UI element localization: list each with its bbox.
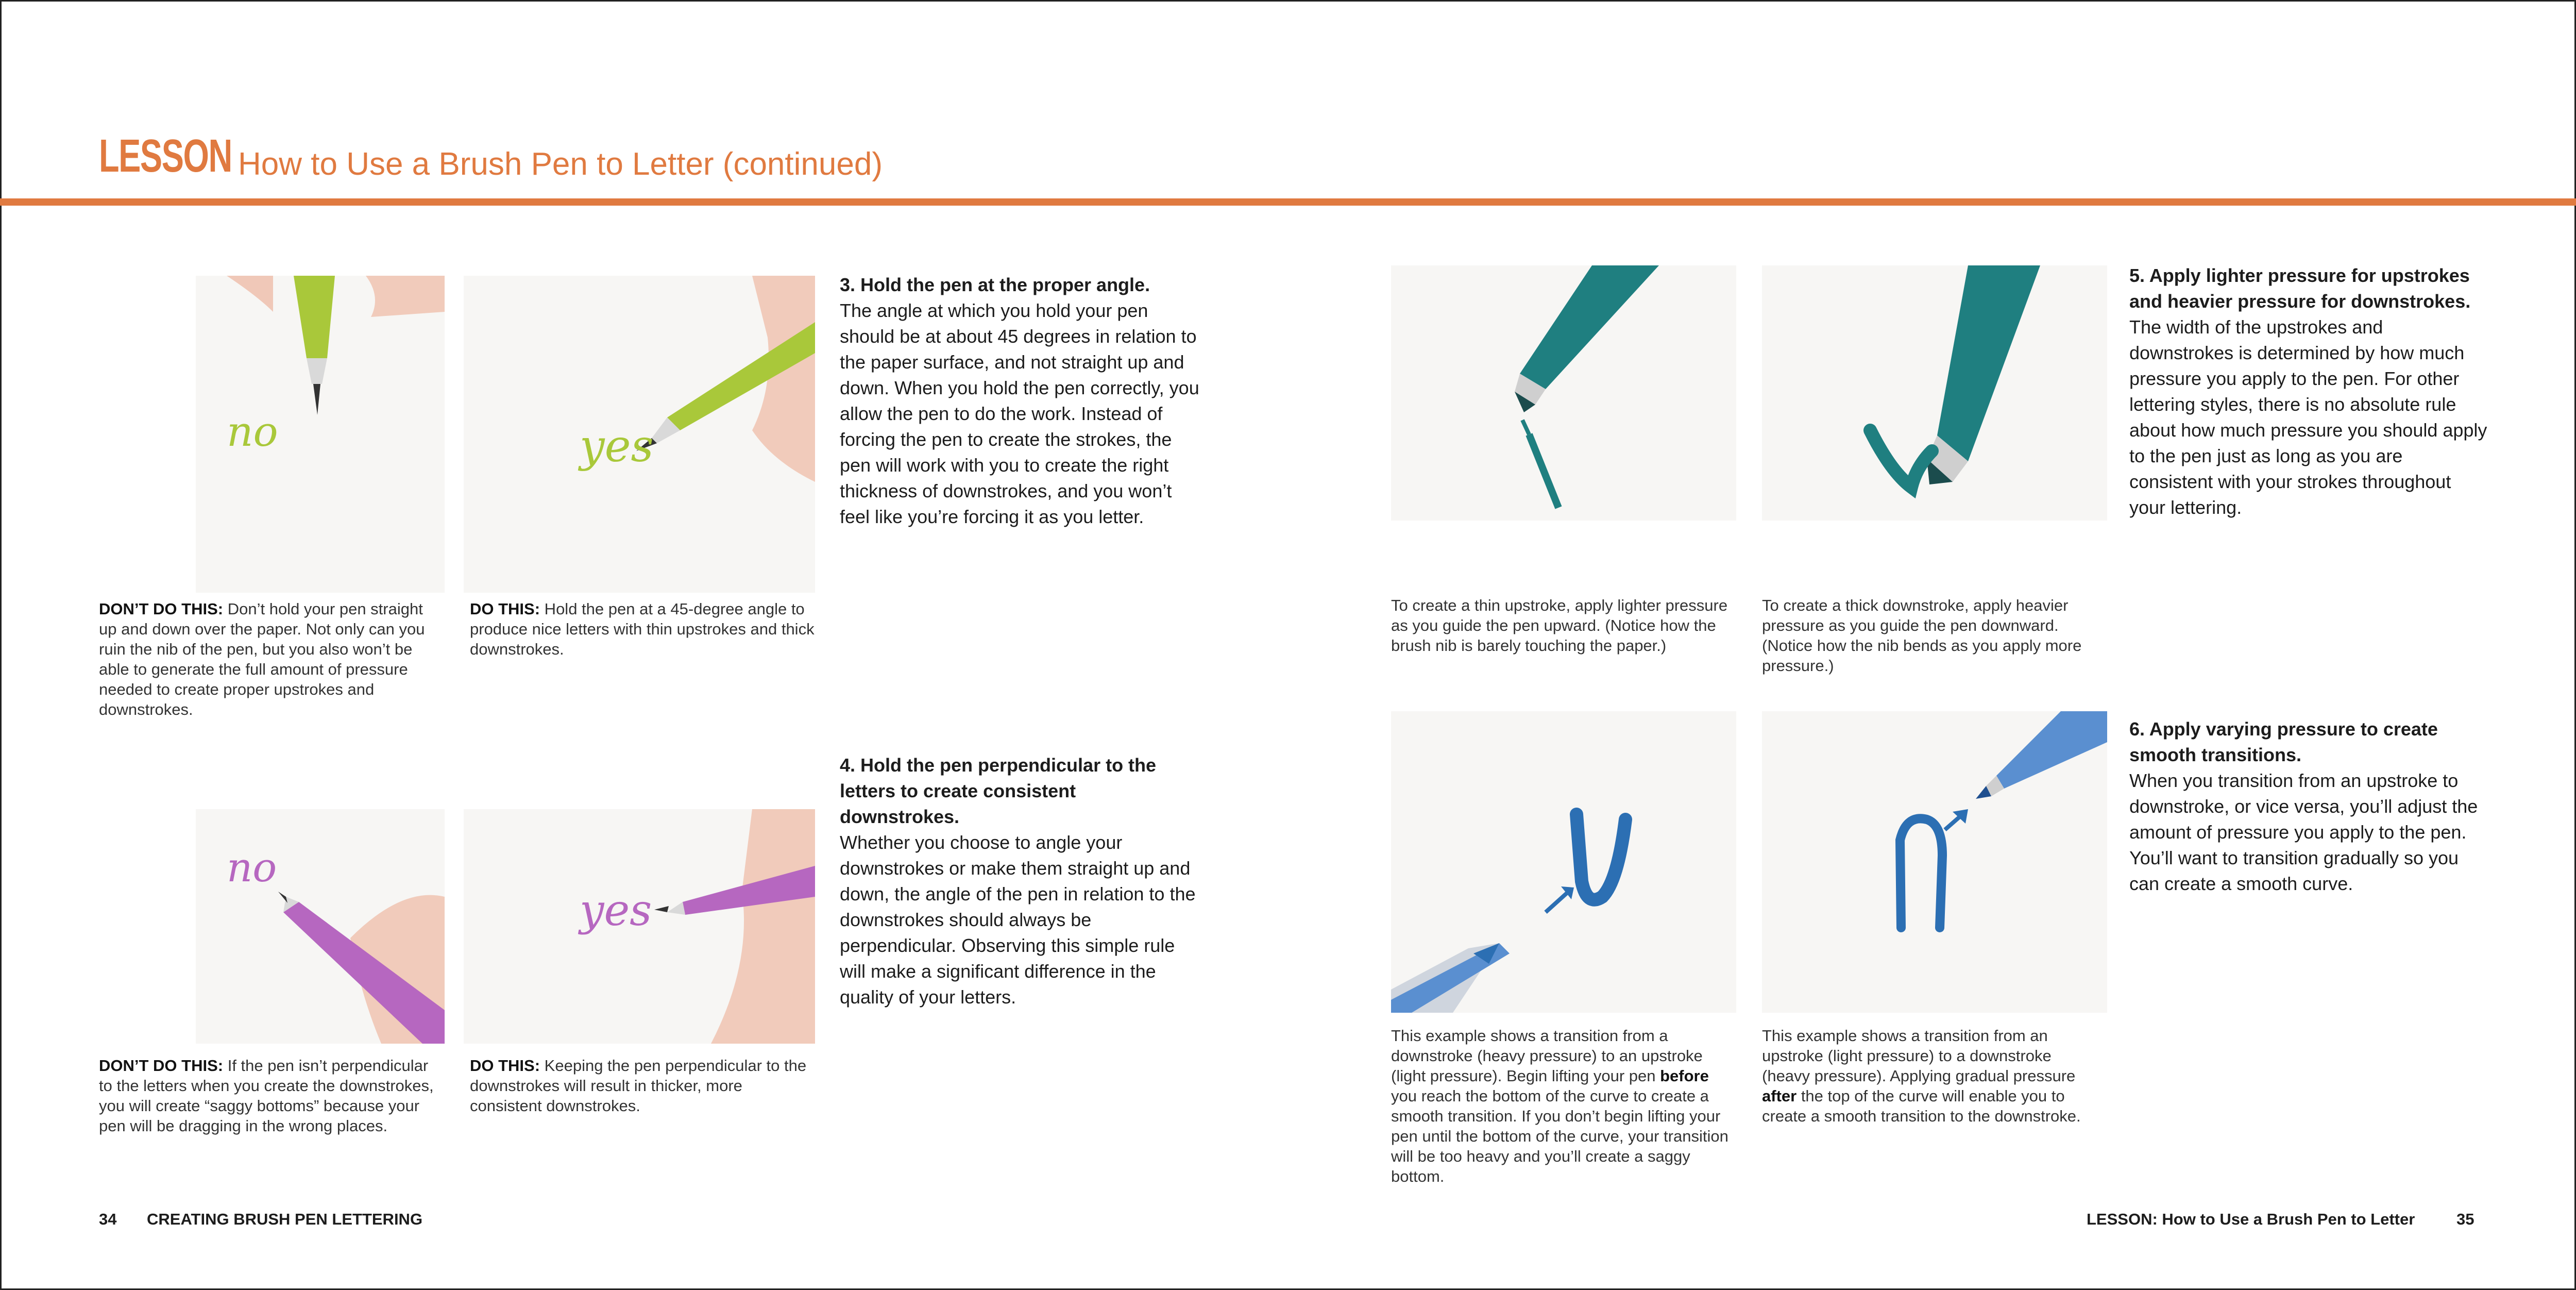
caption-thick-downstroke: To create a thick downstroke, apply heavier pressure as you guide the pen downward. (Notice how the nib bends as you apply more pressure.)	[1762, 596, 2082, 675]
caption-thin-upstroke: To create a thin upstroke, apply lighter pressure as you guide the pen upward. (Notice how the brush nib is barely touching the paper.)	[1391, 596, 1728, 655]
photo-teal-thick-downstroke	[1762, 265, 2107, 521]
lesson-label: LESSON	[99, 130, 232, 182]
step-4-body: Whether you choose to angle your downstrokes or make them straight up and down, the angle of the pen in relation to the downstrokes should always be perpendicular. Observing this simple rule will make a significant difference in the quality of your letters.	[840, 832, 1196, 1008]
caption-transition-down-up-bold: before	[1660, 1067, 1709, 1085]
step-5-body: The width of the upstrokes and downstrokes is determined by how much pressure you apply to the pen. For other lettering styles, there is no absolute rule about how much pressure you should apply to the pen just as long as you are consistent with your strokes throughout your lettering.	[2129, 316, 2487, 518]
caption-transition-up-down	[1762, 1026, 2092, 1126]
step-5-heading: 5. Apply lighter pressure for upstrokes and heavier pressure for downstrokes.	[2129, 265, 2471, 312]
caption-dont-angle-text: Don’t hold your pen straight up and down over the paper. Not only can you ruin the nib of the pen, but you also won’t be able to generate the full amount of pressure needed to create proper upstrokes and downstrokes.	[99, 600, 425, 718]
caption-dont-angle	[99, 599, 434, 719]
header-rule	[0, 198, 2576, 206]
photo-word-no-1: no	[227, 408, 278, 456]
caption-dont-angle-lead: DON’T DO THIS:	[99, 600, 224, 618]
photo-word-no-2: no	[227, 845, 277, 891]
caption-do-perp-text: Keeping the pen perpendicular to the downstrokes will result in thicker, more consistent downstrokes.	[470, 1057, 807, 1115]
caption-transition-down-up-pre: This example shows a transition from a downstroke (heavy pressure) to an upstroke (light pressure). Begin lifting your pen	[1391, 1027, 1703, 1085]
caption-do-angle	[470, 599, 815, 659]
step-4	[840, 752, 1200, 1010]
step-6-body: When you transition from an upstroke to downstroke, or vice versa, you’ll adjust the amount of pressure you apply to the pen. You’ll want to transition gradually so you can create a smooth curve.	[2129, 770, 2478, 894]
photo-word-yes-1: yes	[580, 421, 654, 472]
step-3-body: The angle at which you hold your pen should be at about 45 degrees in relation to the paper surface, and not straight up and down. When you hold the pen correctly, you allow the pen to do the work. Instead of forcing the pen to create the strokes, the pen will work with you to create the right thickness of downstrokes, and you won’t feel like you’re forcing it as you letter.	[840, 300, 1199, 527]
caption-do-angle-lead: DO THIS:	[470, 600, 540, 618]
step-3-heading: 3. Hold the pen at the proper angle.	[840, 274, 1150, 295]
footer-left-page-number: 34	[99, 1210, 117, 1228]
photo-teal-thin-upstroke	[1391, 265, 1736, 521]
photo-blue-u-transition	[1391, 711, 1736, 1013]
footer-right-page-number: 35	[2456, 1210, 2475, 1228]
photo-blue-n-transition	[1762, 711, 2107, 1013]
step-5	[2129, 263, 2490, 521]
lesson-title: How to Use a Brush Pen to Letter (continued)	[238, 146, 883, 182]
photo-purple-pen-perpendicular	[464, 809, 815, 1044]
caption-transition-down-up	[1391, 1026, 1736, 1186]
caption-transition-up-down-bold: after	[1762, 1087, 1797, 1105]
step-4-heading: 4. Hold the pen perpendicular to the letters to create consistent downstrokes.	[840, 755, 1157, 827]
photo-green-pen-straight	[196, 276, 445, 593]
caption-transition-up-down-post: the top of the curve will enable you to create a smooth transition to the downstroke.	[1762, 1087, 2081, 1125]
footer-left-title: CREATING BRUSH PEN LETTERING	[147, 1210, 423, 1228]
caption-do-perp	[470, 1056, 815, 1116]
photo-word-yes-2: yes	[580, 885, 652, 935]
photo-green-pen-angled	[464, 276, 815, 593]
footer-right-title: LESSON: How to Use a Brush Pen to Letter	[2087, 1210, 2415, 1228]
step-6-heading: 6. Apply varying pressure to create smooth transitions.	[2129, 718, 2438, 765]
photo-purple-pen-not-perpendicular	[196, 809, 445, 1044]
step-6	[2129, 716, 2490, 897]
step-3	[840, 272, 1200, 530]
caption-dont-perp	[99, 1056, 444, 1136]
caption-transition-up-down-pre: This example shows a transition from an upstroke (light pressure) to a downstroke (heavy pressure). Applying gradual pressure	[1762, 1027, 2076, 1085]
caption-dont-perp-lead: DON’T DO THIS:	[99, 1057, 224, 1075]
caption-transition-down-up-post: you reach the bottom of the curve to create a smooth transition. If you don’t begin lifting your pen until the bottom of the curve, your transition will be too heavy and you’ll create a saggy bottom.	[1391, 1087, 1728, 1185]
caption-do-angle-text: Hold the pen at a 45-degree angle to produce nice letters with thin upstrokes and thick downstrokes.	[470, 600, 815, 658]
caption-do-perp-lead: DO THIS:	[470, 1057, 540, 1075]
caption-dont-perp-text: If the pen isn’t perpendicular to the letters when you create the downstrokes, you will create “saggy bottoms” because your pen will be dragging in the wrong places.	[99, 1057, 434, 1135]
